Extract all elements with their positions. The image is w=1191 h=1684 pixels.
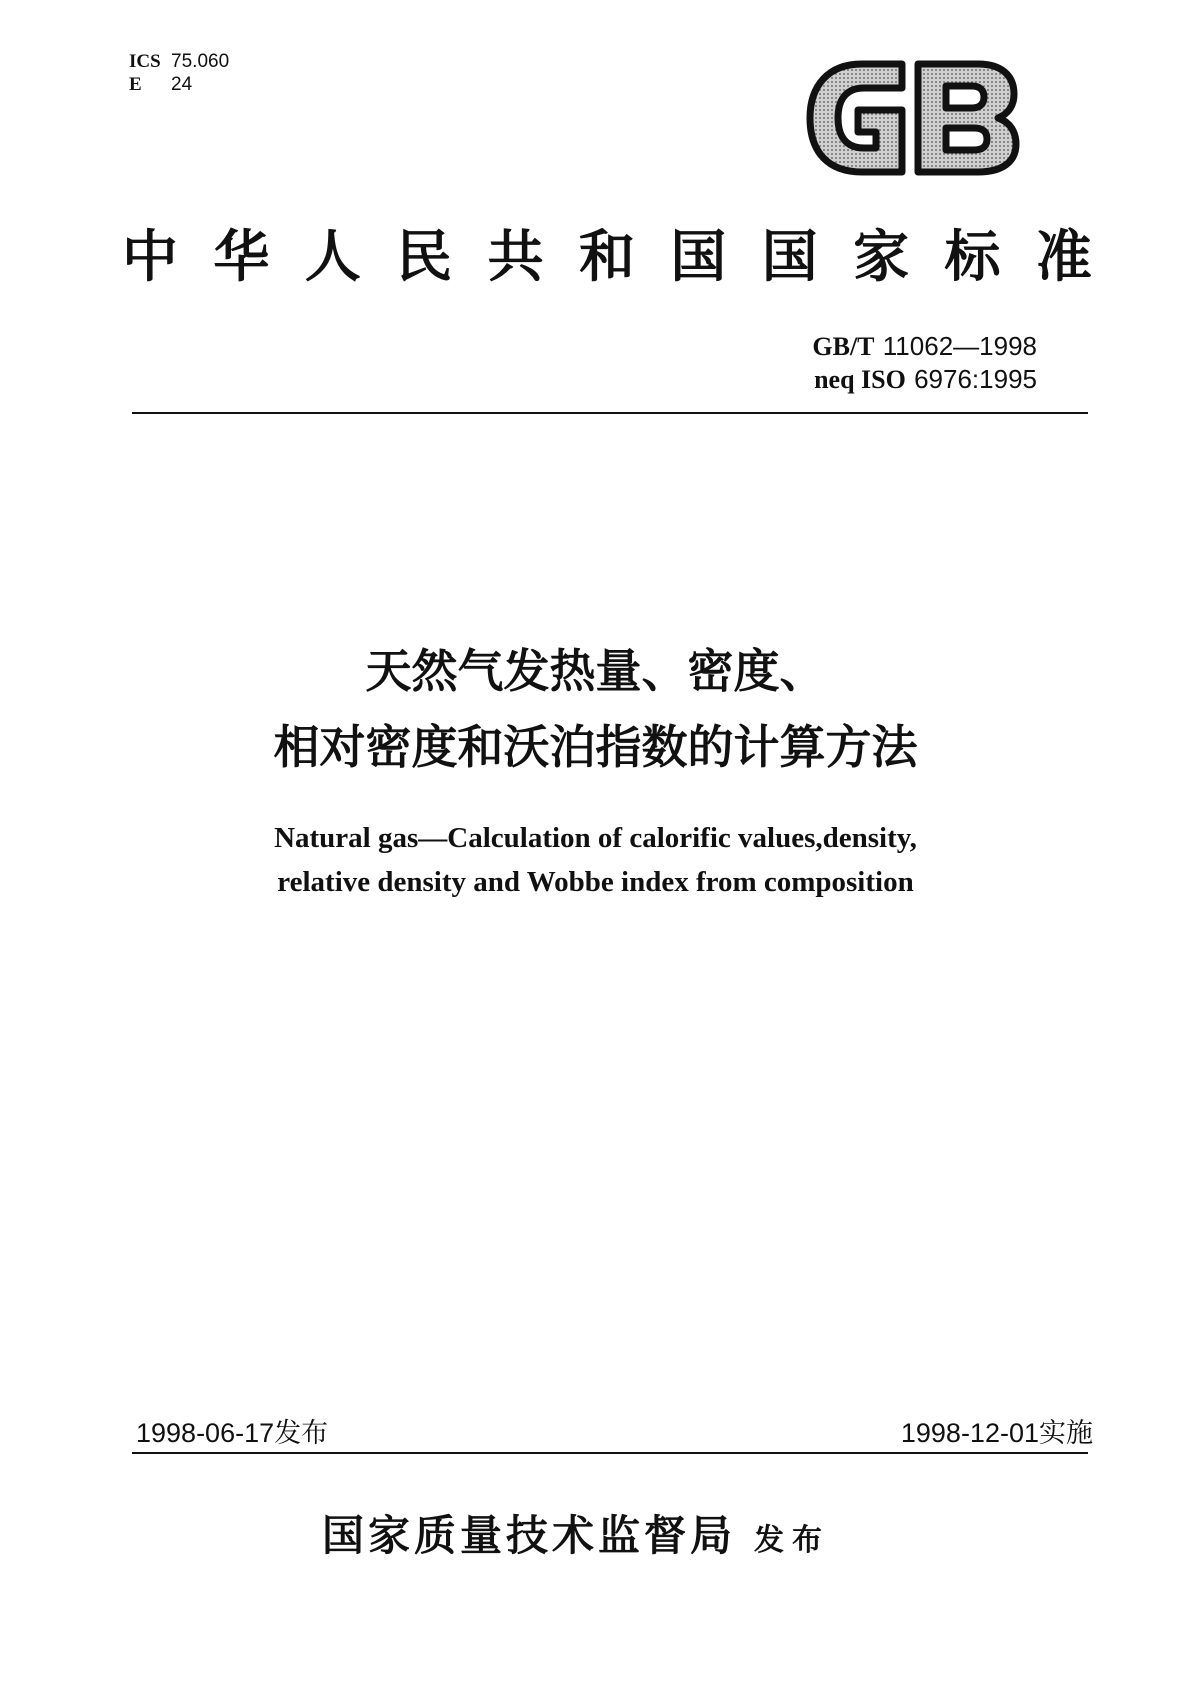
e-label: E <box>129 74 142 95</box>
header-char: 中 <box>122 224 178 290</box>
issuer-name: 国家质量技术监督局 <box>322 1511 737 1560</box>
issuer-action: 发布 <box>754 1523 831 1558</box>
ics-value: 75.060 <box>171 51 230 72</box>
header-char: 标 <box>944 224 1001 290</box>
header-char: 准 <box>1035 224 1092 290</box>
gbt-label: GB/T <box>812 332 875 361</box>
iso-number: 6976:1995 <box>914 364 1037 394</box>
header-divider <box>132 412 1088 414</box>
classification-codes <box>129 50 229 96</box>
header-char: 华 <box>213 224 270 290</box>
ics-code <box>129 50 229 73</box>
gb-logo-icon <box>806 60 1020 176</box>
implementation-date: 1998-12-01实施 <box>900 1418 1093 1448</box>
header-char: 国 <box>761 224 818 290</box>
title-en-line1: Natural gas—Calculation of calorific values,density, <box>274 822 917 854</box>
header-char: 人 <box>304 224 361 290</box>
header-char: 共 <box>487 224 544 290</box>
header-char: 国 <box>670 224 727 290</box>
gbt-number: 11062—1998 <box>882 331 1037 361</box>
title-cn-line1: 天然气发热量、密度、 <box>365 644 826 698</box>
gbt-number-line <box>812 330 1037 363</box>
header-char: 家 <box>853 224 910 290</box>
title-en-line2: relative density and Wobbe index from composition <box>277 866 914 898</box>
header-char: 民 <box>396 224 453 290</box>
e-value: 24 <box>171 74 193 95</box>
gb-logo <box>806 60 1020 176</box>
iso-number-line <box>812 363 1037 396</box>
header-char: 和 <box>578 224 635 290</box>
neq-label: neq ISO <box>814 365 906 394</box>
ics-label: ICS <box>129 51 161 72</box>
title-cn-line2: 相对密度和沃泊指数的计算方法 <box>273 720 918 774</box>
footer-divider <box>132 1452 1088 1454</box>
e-code <box>129 73 229 96</box>
national-standard-header <box>122 222 1092 292</box>
issuer <box>322 1508 830 1569</box>
standard-numbers <box>812 330 1037 396</box>
issue-date: 1998-06-17发布 <box>136 1418 329 1448</box>
